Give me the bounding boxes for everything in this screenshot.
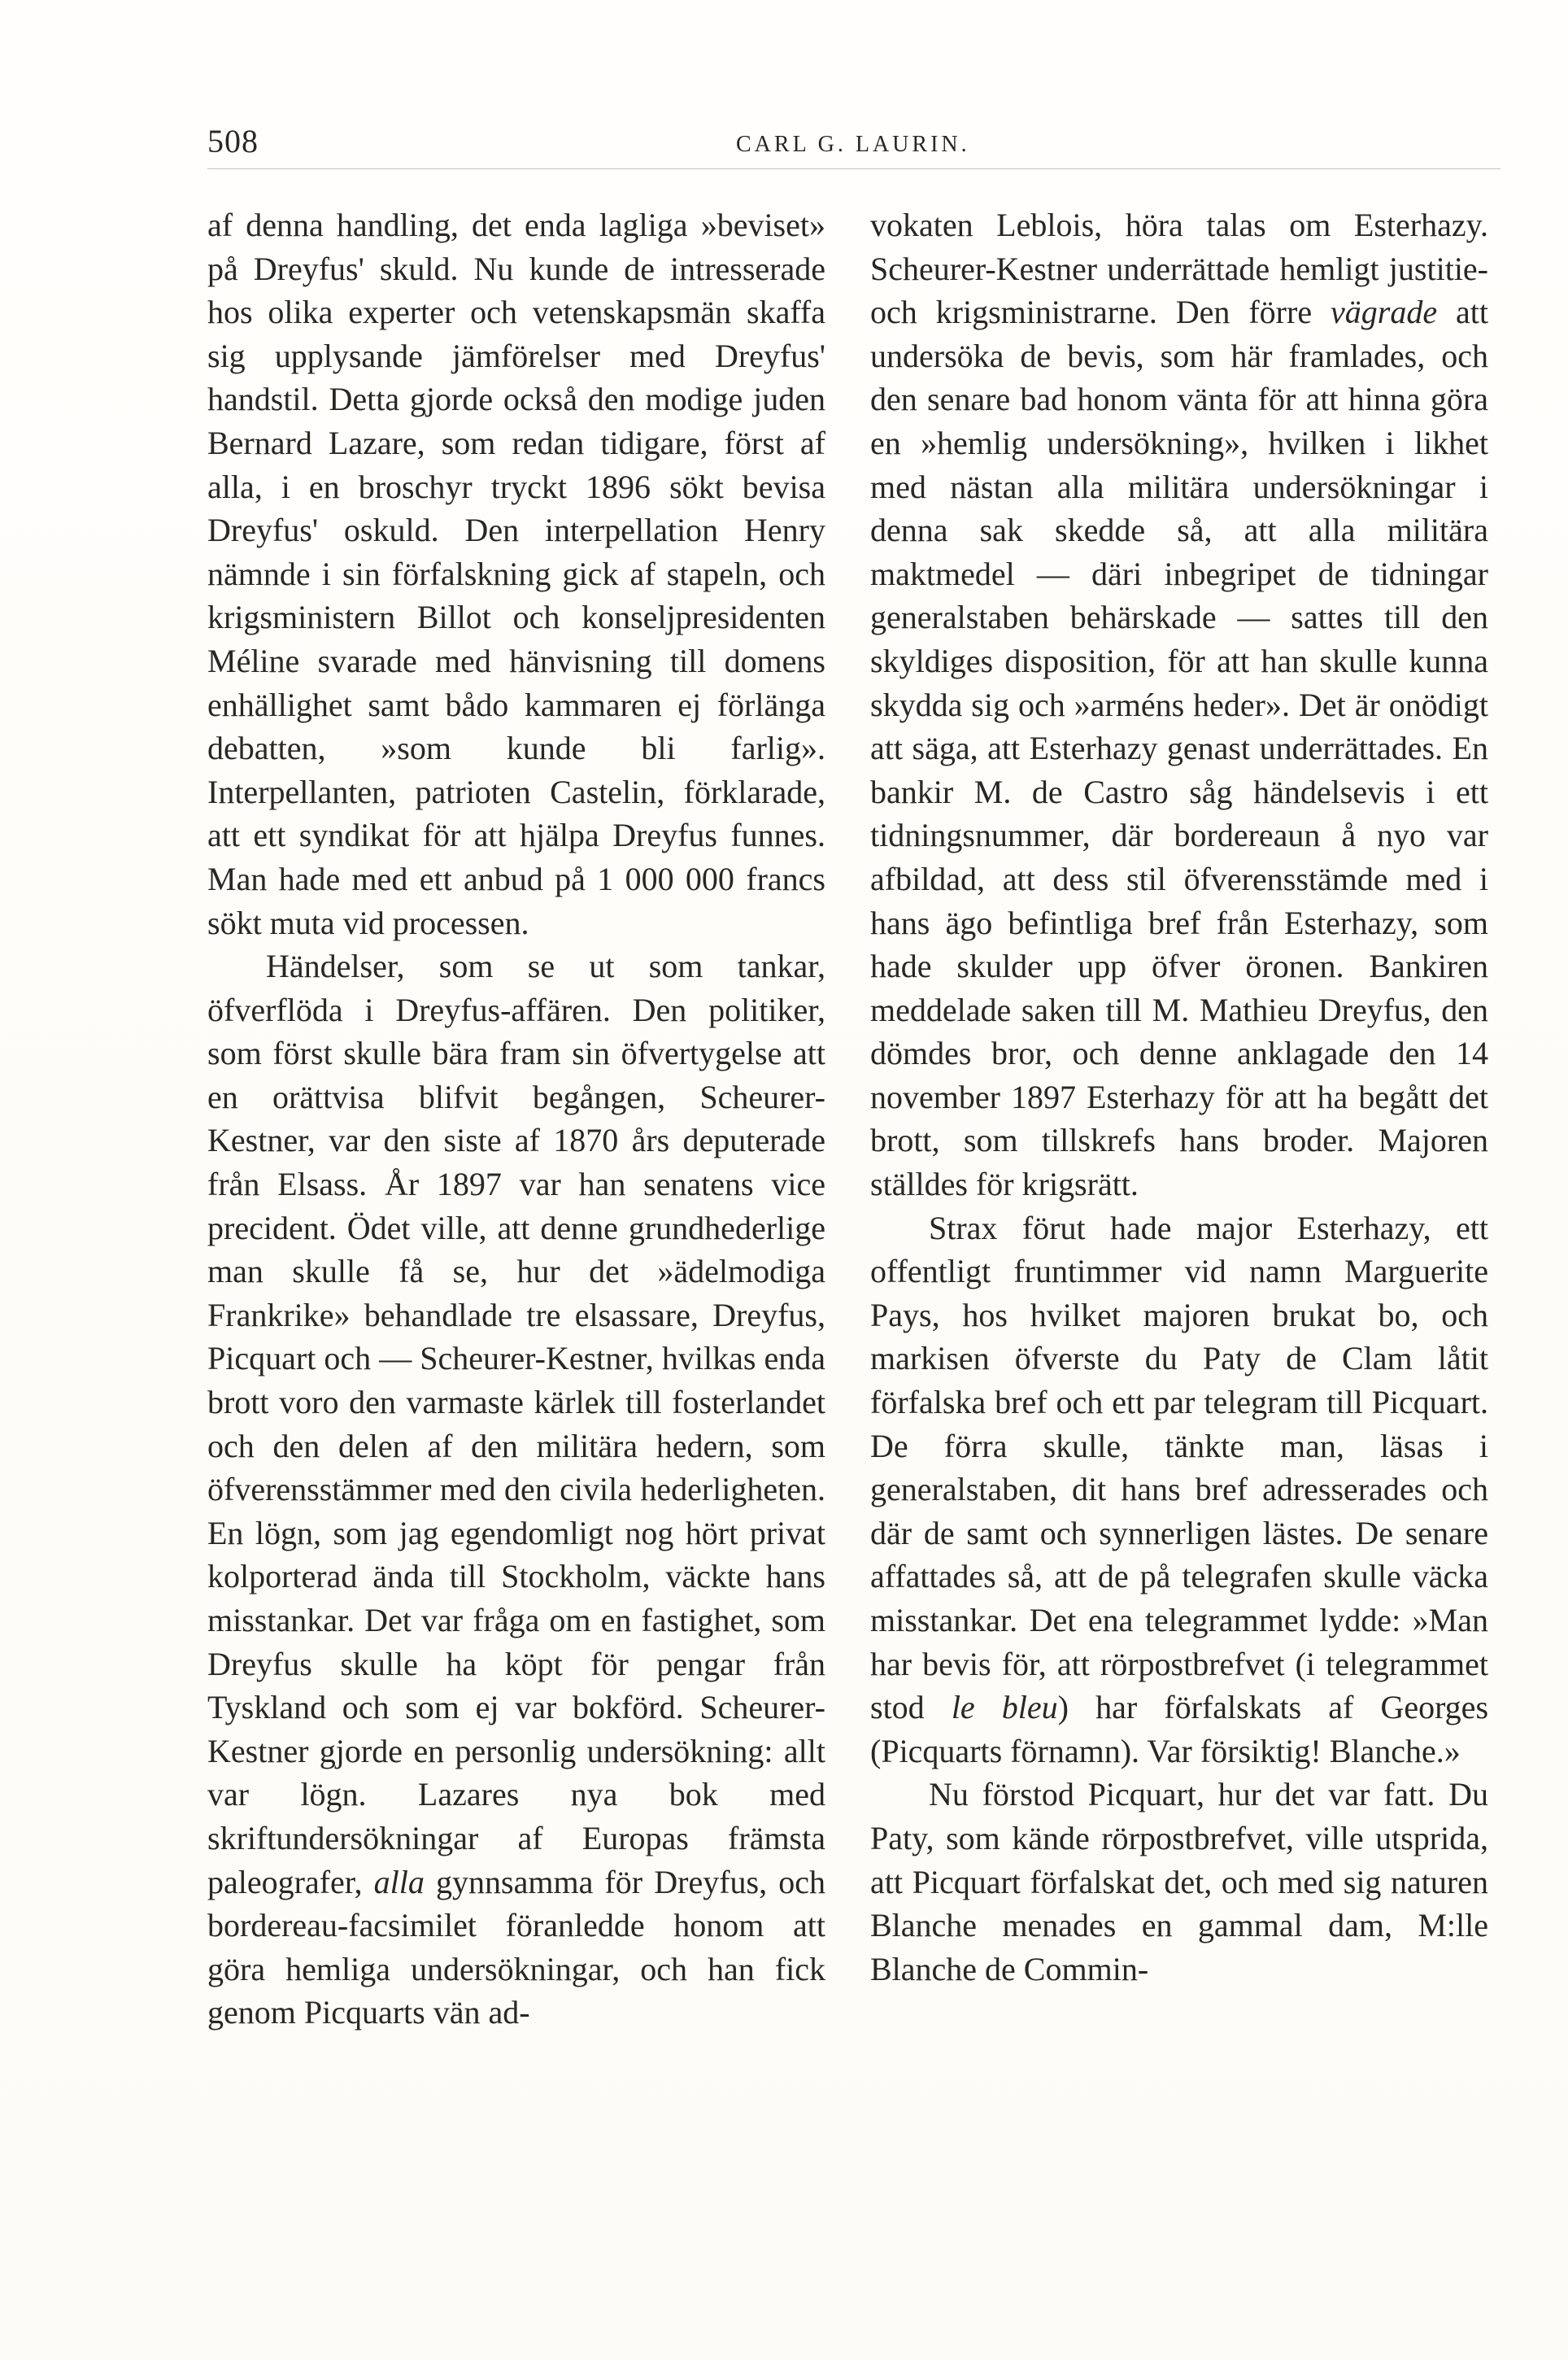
emphasis: le bleu [951, 1689, 1058, 1726]
paragraph [207, 203, 825, 944]
paragraph-text: ) har förfalskats af Georges (Picquarts förnamn). Var försiktig! Blanche.» [870, 1689, 1489, 1769]
paragraph [870, 1773, 1488, 1991]
left-column [207, 203, 825, 2035]
paragraph-text: Nu förstod Picquart, hur det var fatt. Du Paty, som kände rörpostbrefvet, ville utsprida, att Picquart förfalskat det, och med sig naturen Blanche menades en gammal dam, M:lle Blanche de Commin- [870, 1776, 1488, 1987]
paragraph [870, 1206, 1488, 1773]
running-head: CARL G. LAURIN. [736, 132, 970, 157]
right-column [870, 203, 1488, 1991]
paragraph-text: vokaten Leblois, höra talas om Esterhazy. Scheurer-Kestner underrättade hemligt justitie- och krigsministrarne. Den förre [870, 207, 1488, 331]
paragraph-text: gynnsamma för Dreyfus, och bordereau-facsimilet föranledde honom att göra hemliga undersökningar, och han fick genom Picquarts vän ad- [207, 1863, 826, 2031]
header-rule [207, 168, 1500, 169]
paragraph-text: Händelser, som se ut som tankar, öfverflöda i Dreyfus-affären. Den politiker, som först skulle bära fram sin öfvertygelse att en orättvisa blifvit begången, Scheurer-Kestner, var den siste af 1870 års deputerade från Elsass. År 1897 var han senatens vice precident. Ödet ville, att denne grundhederlige man skulle få se, hur det »ädelmodiga Frankrike» behandlade tre elsassare, Dreyfus, Picquart och — Scheurer-Kestner, hvilkas enda brott voro den varmaste kärlek till fosterlandet och den delen af den militära hedern, som öfverensstämmer med den civila hederligheten. En lögn, som jag egendomligt nog hört privat kolporterad ända till Stockholm, väckte hans misstankar. Det var fråga om en fastighet, som Dreyfus skulle ha köpt för pengar från Tyskland och som ej var bokförd. Scheurer-Kestner gjorde en personlig undersökning: allt var lögn. Lazares nya bok med skriftundersökningar af Europas främsta paleografer, [207, 948, 825, 1900]
emphasis: alla [373, 1863, 425, 1900]
paragraph-text: af denna handling, det enda lagliga »beviset» på Dreyfus' skuld. Nu kunde de intresserade hos olika experter och vetenskapsmän skaffa sig upplysande jämförelser med Dreyfus' handstil. Detta gjorde också den modige juden Bernard Lazare, som redan tidigare, först af alla, i en broschyr tryckt 1896 sökt bevisa Dreyfus' oskuld. Den interpellation Henry nämnde i sin förfalskning gick af stapeln, och krigsministern Billot och konseljpresidenten Méline svarade med hänvisning till domens enhällighet samt bådo kammaren ej förlänga debatten, »som kunde bli farlig». Interpellanten, patrioten Castelin, förklarade, att ett syndikat för att hjälpa Dreyfus funnes. Man hade med ett anbud på 1 000 000 francs sökt muta vid processen. [207, 207, 825, 941]
paragraph-text: att undersöka de bevis, som här framlades, och den senare bad honom vänta för att hinna göra en »hemlig undersökning», hvilken i likhet med nästan alla militära undersökningar i denna sak skedde så, att alla militära maktmedel — däri inbegripet de tidningar generalstaben behärskade — sattes till den skyldiges disposition, för att han skulle kunna skydda sig och »arméns heder». Det är onödigt att säga, att Esterhazy genast underrättades. En bankir M. de Castro såg händelsevis i ett tidningsnummer, där bordereaun å nyo var afbildad, att dess stil öfverensstämde med i hans ägo befintliga bref från Esterhazy, som hade skulder upp öfver öronen. Bankiren meddelade saken till M. Mathieu Dreyfus, den dömdes bror, och denne anklagade den 14 november 1897 Esterhazy för att ha begått det brott, som tillskrefs hans broder. Majoren ställdes för krigsrätt. [870, 294, 1489, 1203]
emphasis: vägrade [1331, 294, 1438, 331]
page-header [207, 122, 1492, 163]
page-number: 508 [207, 123, 259, 159]
paragraph [870, 203, 1488, 1206]
paragraph-text: Strax förut hade major Esterhazy, ett offentligt fruntimmer vid namn Marguerite Pays, hos hvilket majoren brukat bo, och markisen öfverste du Paty de Clam låtit förfalska bref och ett par telegram till Picquart. De förra skulle, tänkte man, läsas i generalstaben, dit hans bref adresserades och där de samt och synnerligen lästes. De senare affattades så, att de på telegrafen skulle väcka misstankar. Det ena telegrammet lydde: »Man har bevis för, att rörpostbrefvet (i telegrammet stod [870, 1209, 1488, 1726]
paragraph [207, 944, 825, 2035]
